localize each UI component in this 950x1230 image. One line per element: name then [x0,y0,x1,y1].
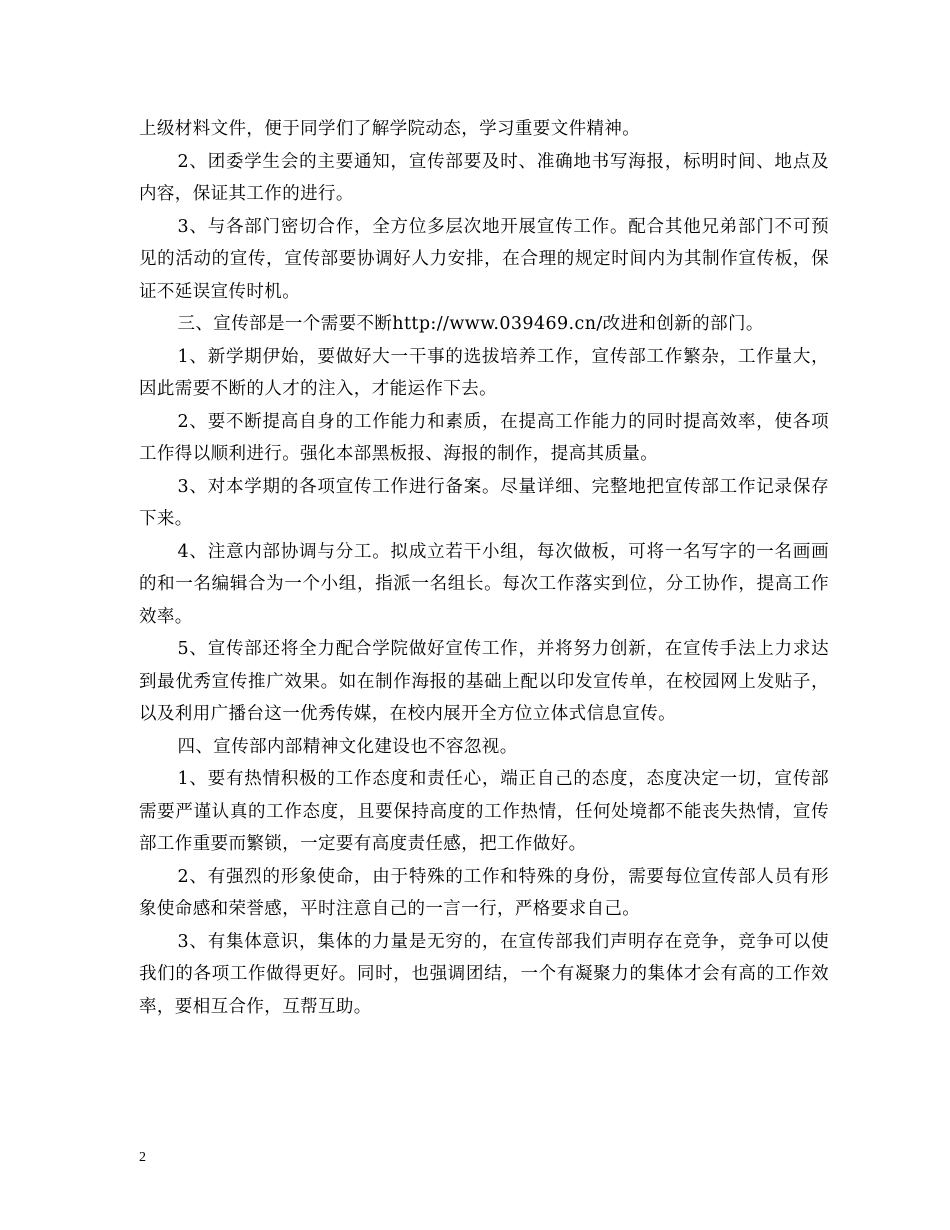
paragraph: 4、注意内部协调与分工。拟成立若干小组，每次做板，可将一名写字的一名画画的和一名编辑合为一个小组，指派一名组长。每次工作落实到位，分工协作，提高工作效率。 [139,541,829,627]
paragraph: 3、有集体意识，集体的力量是无穷的，在宣传部我们声明存在竞争，竞争可以使我们的各项工作做得更好。同时，也强调团结，一个有凝聚力的集体才会有高的工作效率，要相互合作，互帮互助。 [139,931,829,1017]
paragraph: 2、团委学生会的主要通知，宣传部要及时、准确地书写海报，标明时间、地点及内容，保证其工作的进行。 [139,151,829,204]
paragraph: 3、与各部门密切合作，全方位多层次地开展宣传工作。配合其他兄弟部门不可预见的活动的宣传，宣传部要协调好人力安排，在合理的规定时间内为其制作宣传板，保证不延误宣传时机。 [139,216,829,302]
paragraph: 2、有强烈的形象使命，由于特殊的工作和特殊的身份，需要每位宣传部人员有形象使命感和荣誉感，平时注意自己的一言一行，严格要求自己。 [139,866,829,919]
paragraph: 四、宣传部内部精神文化建设也不容忽视。 [177,736,518,757]
paragraph: 1、要有热情积极的工作态度和责任心，端正自己的态度，态度决定一切，宣传部需要严谨认真的工作态度，且要保持高度的工作热情，任何处境都不能丧失热情，宣传部工作重要而繁锁，一定要有高度责任感，把工作做好。 [139,769,829,854]
paragraph: 2、要不断提高自身的工作能力和素质，在提高工作能力的同时提高效率，使各项工作得以顺利进行。强化本部黑板报、海报的制作，提高其质量。 [139,411,829,464]
paragraph: 上级材料文件，便于同学们了解学院动态，学习重要文件精神。 [139,119,641,139]
document-body [139,113,829,1023]
paragraph: 1、新学期伊始，要做好大一干事的选拔培养工作，宣传部工作繁杂，工作量大，因此需要不断的人才的注入，才能运作下去。 [139,346,829,399]
paragraph: 5、宣传部还将全力配合学院做好宣传工作，并将努力创新，在宣传手法上力求达到最优秀宣传推广效果。如在制作海报的基础上配以印发宣传单，在校园网上发贴子，以及利用广播台这一优秀传媒，在校内展开全方位立体式信息宣传。 [139,639,829,724]
page-number: 2 [139,1150,146,1165]
paragraph: 三、宣传部是一个需要不断http://www.039469.cn/改进和创新的部门。 [177,314,764,334]
paragraph: 3、对本学期的各项宣传工作进行备案。尽量详细、完整地把宣传部工作记录保存下来。 [139,476,829,529]
